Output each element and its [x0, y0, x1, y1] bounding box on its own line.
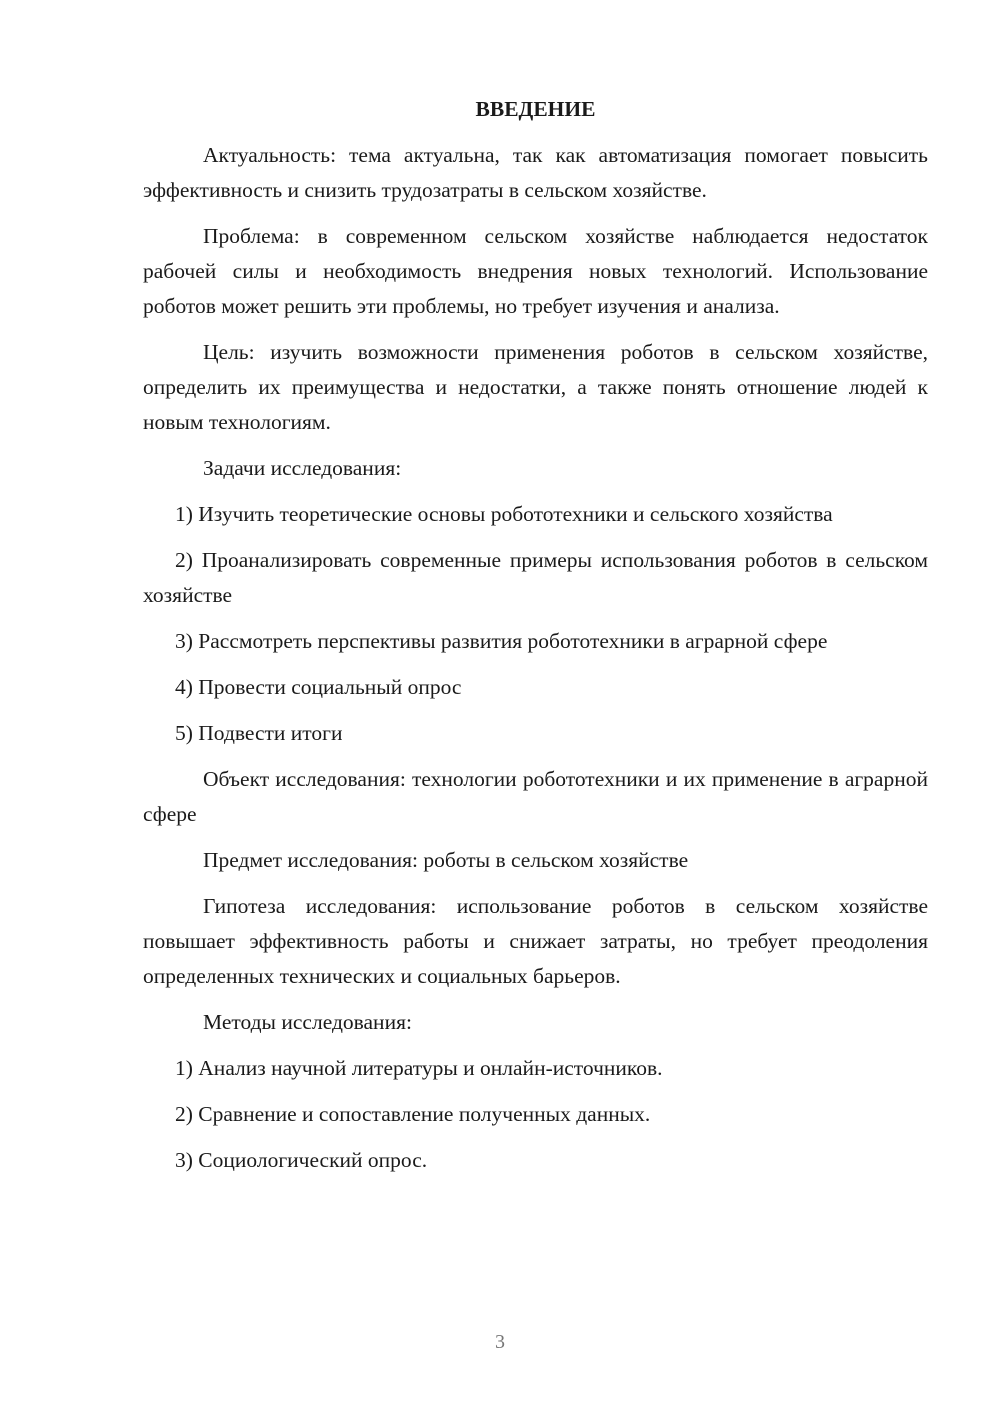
paragraph-tasks-heading: Задачи исследования: [203, 456, 402, 480]
task-item-3: 3) Рассмотреть перспективы развития робототехники в аграрной сфере [175, 629, 828, 653]
document-body [143, 92, 928, 1189]
task-item-1: 1) Изучить теоретические основы робототехники и сельского хозяйства [175, 502, 833, 526]
task-item-5: 5) Подвести итоги [175, 721, 343, 745]
paragraph-goal: Цель: изучить возможности применения роботов в сельском хозяйстве, определить их преимущества и недостатки, а также понять отношение людей к новым технологиям. [143, 340, 928, 434]
method-item-2: 2) Сравнение и сопоставление полученных данных. [175, 1102, 651, 1126]
paragraph-problem: Проблема: в современном сельском хозяйстве наблюдается недостаток рабочей силы и необходимость внедрения новых технологий. Использование роботов может решить эти проблемы, но требует изучения и анализа. [143, 224, 928, 318]
method-item-1: 1) Анализ научной литературы и онлайн-источников. [175, 1056, 663, 1080]
paragraph-object: Объект исследования: технологии робототехники и их применение в аграрной сфере [143, 767, 928, 826]
section-title: ВВЕДЕНИЕ [475, 97, 596, 121]
page-number: 3 [495, 1331, 505, 1353]
task-item-4: 4) Провести социальный опрос [175, 675, 462, 699]
method-item-3: 3) Социологический опрос. [175, 1148, 428, 1172]
paragraph-subject: Предмет исследования: роботы в сельском хозяйстве [203, 848, 689, 872]
paragraph-relevance: Актуальность: тема актуальна, так как автоматизация помогает повысить эффективность и снизить трудозатраты в сельском хозяйстве. [143, 143, 928, 202]
paragraph-hypothesis: Гипотеза исследования: использование роботов в сельском хозяйстве повышает эффективность работы и снижает затраты, но требует преодоления определенных технических и социальных барьеров. [143, 894, 928, 988]
paragraph-methods-heading: Методы исследования: [203, 1010, 412, 1034]
task-item-2: 2) Проанализировать современные примеры использования роботов в сельском хозяйстве [143, 548, 928, 607]
